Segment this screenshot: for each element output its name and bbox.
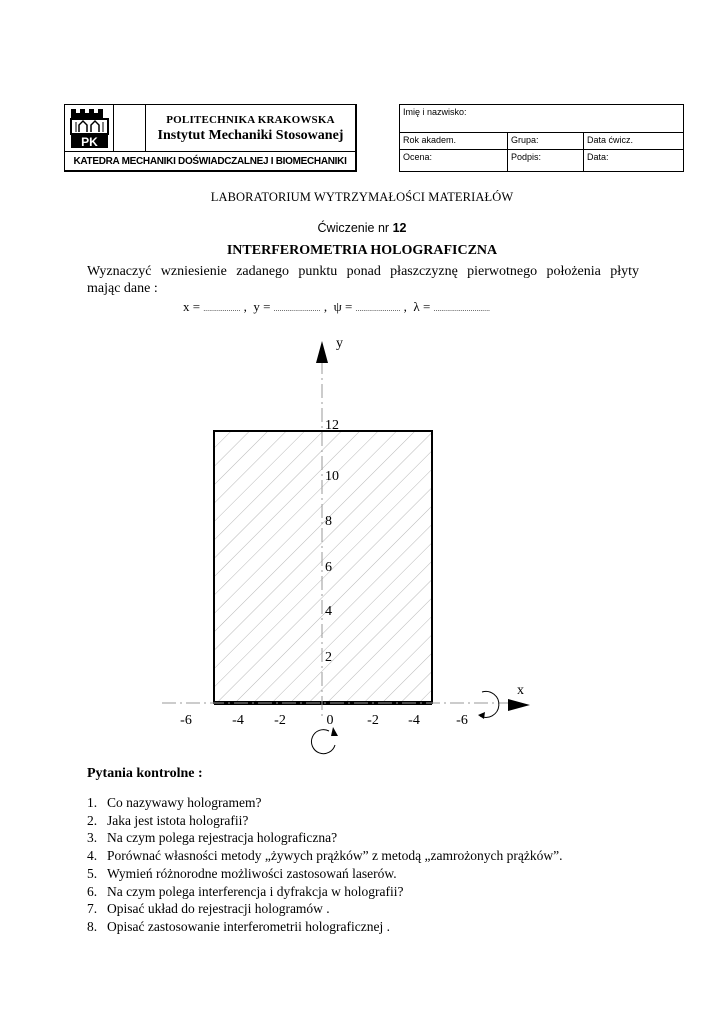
logo-text: PK <box>81 135 98 149</box>
x-label: x = <box>183 299 201 314</box>
questions-list <box>87 794 562 936</box>
x-tick-label: -6 <box>456 713 468 728</box>
question-number: 2. <box>87 812 98 828</box>
university-name: POLITECHNIKA KRAKOWSKA <box>166 114 335 126</box>
y-tick-label: 8 <box>325 514 332 529</box>
question-text: Opisać układ do rejestracji hologramów . <box>107 901 330 917</box>
questions-title: Pytania kontrolne : <box>87 766 203 781</box>
academic-year-label: Rok akadem. <box>403 135 457 145</box>
x-tick-label: -2 <box>274 713 286 728</box>
question-text: Porównać własności metody „żywych prążków” z metodą „zamrożonych prążków”. <box>107 848 563 864</box>
exercise-prefix: Ćwiczenie nr <box>317 221 390 235</box>
y-tick-label: 4 <box>325 604 332 619</box>
department-name: KATEDRA MECHANIKI DOŚWIADCZALNEJ I BIOMECHANIKI <box>65 151 355 170</box>
question-number: 5. <box>87 865 98 881</box>
separator: , <box>240 299 247 314</box>
x-tick-label: -4 <box>232 713 244 728</box>
group-label: Grupa: <box>511 135 539 145</box>
lambda-label: λ = <box>413 299 431 314</box>
task-line-2: mając dane : <box>87 281 158 296</box>
name-label: Imię i nazwisko: <box>403 107 467 117</box>
question-number: 7. <box>87 901 98 917</box>
topic-title: INTERFEROMETRIA HOLOGRAFICZNA <box>226 243 498 258</box>
grade-label: Ocena: <box>403 152 433 162</box>
question-text: Co nazywawy hologramem? <box>107 795 262 810</box>
question-item <box>87 812 562 830</box>
y-value-blank[interactable]: ........................ <box>273 305 321 313</box>
institute-name: Instytut Mechaniki Stosowanej <box>157 128 344 143</box>
y-tick-label: 10 <box>325 469 339 484</box>
y-tick-label: 2 <box>325 650 332 665</box>
exercise-date-label: Data ćwicz. <box>587 135 634 145</box>
question-text: Wymień różnorodne możliwości zastosowań laserów. <box>107 865 397 881</box>
question-item <box>87 918 562 936</box>
question-text: Na czym polega interferencja i dyfrakcja w holografii? <box>107 883 404 899</box>
question-item <box>87 865 562 883</box>
lambda-value-blank[interactable]: ............................. <box>433 305 491 313</box>
x-tick-label: 0 <box>326 713 334 728</box>
x-tick-label: -4 <box>408 713 420 728</box>
question-number: 4. <box>87 848 98 864</box>
date-label: Data: <box>587 152 609 162</box>
y-axis-label: y <box>336 336 343 351</box>
question-item <box>87 883 562 901</box>
question-number: 6. <box>87 883 98 899</box>
y-tick-label: 12 <box>325 418 339 433</box>
x-axis-arrow <box>508 699 530 711</box>
question-text: Opisać zastosowanie interferometrii holograficznej . <box>107 918 391 934</box>
question-item <box>87 847 562 865</box>
y-label: y = <box>253 299 271 314</box>
question-item <box>87 829 562 847</box>
x-tick-labels <box>180 713 468 728</box>
rotation-arrow-x-icon <box>478 691 499 719</box>
separator: , <box>400 299 407 314</box>
question-number: 8. <box>87 918 98 934</box>
x-tick-label: -2 <box>367 713 379 728</box>
question-item <box>87 900 562 918</box>
question-text: Jaka jest istota holografii? <box>107 812 249 828</box>
x-tick-label: -6 <box>180 713 192 728</box>
rotation-arrow-y-icon <box>311 727 338 754</box>
question-number: 1. <box>87 795 98 810</box>
exercise-number-value: 12 <box>392 221 407 235</box>
signature-label: Podpis: <box>511 152 542 162</box>
x-value-blank[interactable]: ................... <box>203 305 241 313</box>
task-line-1: Wyznaczyć wzniesienie zadanego punktu ponad płaszczyznę pierwotnego położenia płyty <box>87 264 639 279</box>
y-axis-arrow <box>316 341 328 363</box>
psi-label: ψ = <box>333 299 353 314</box>
lab-title: LABORATORIUM WYTRZYMAŁOŚCI MATERIAŁÓW <box>210 190 514 204</box>
psi-value-blank[interactable]: ....................... <box>355 305 401 313</box>
question-number: 3. <box>87 830 98 846</box>
plate-hatch <box>214 431 432 703</box>
x-axis-label: x <box>517 683 524 698</box>
question-item <box>87 794 562 812</box>
y-tick-label: 6 <box>325 560 332 575</box>
question-text: Na czym polega rejestracja holograficzna? <box>107 830 338 846</box>
separator: , <box>320 299 328 314</box>
